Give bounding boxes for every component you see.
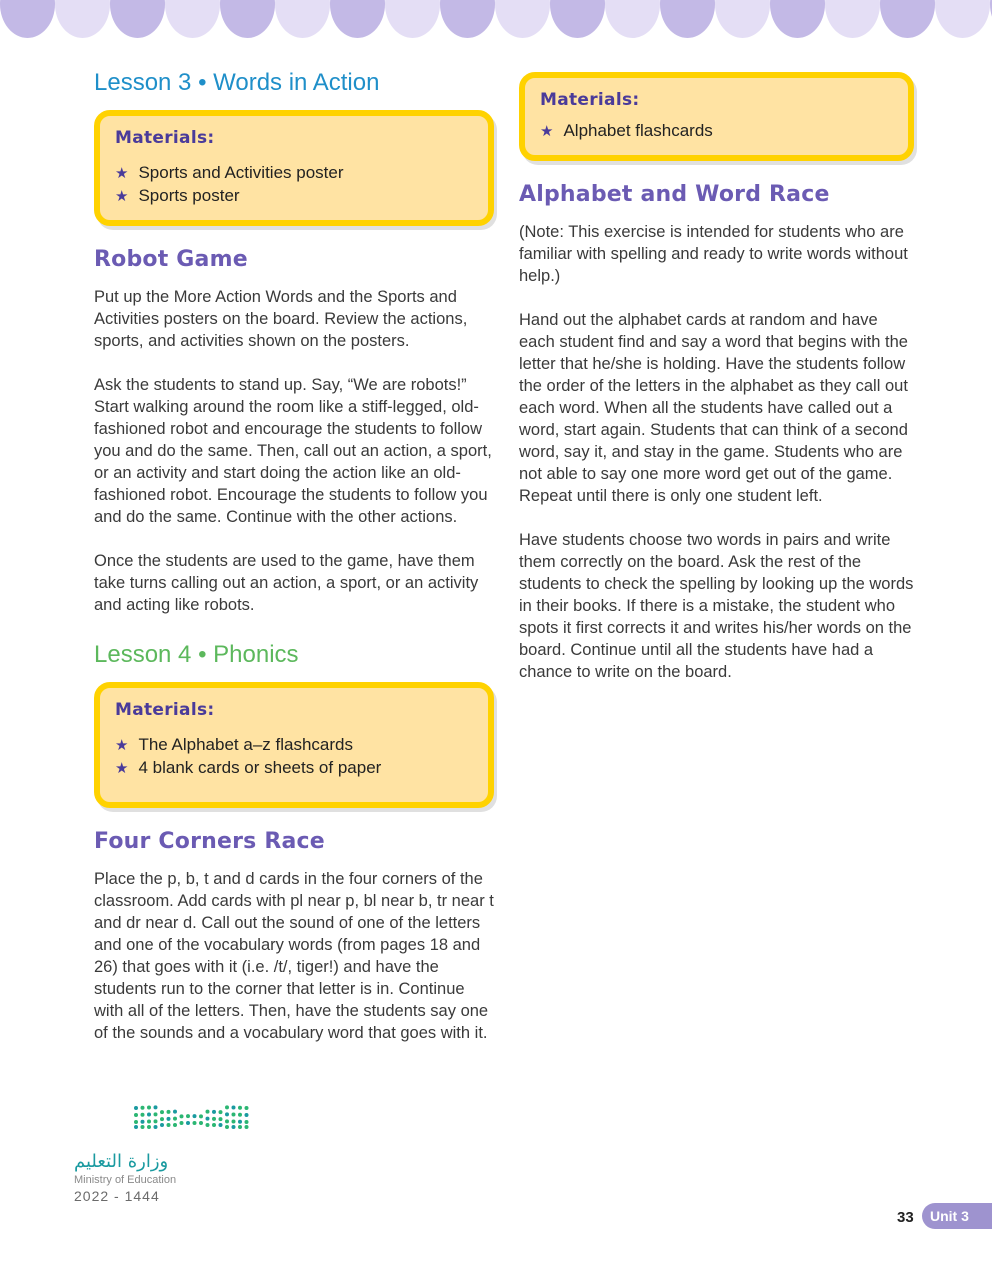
logo-dot bbox=[147, 1113, 151, 1117]
logo-dot bbox=[141, 1106, 145, 1110]
scallop-shape bbox=[220, 0, 275, 38]
logo-dot bbox=[232, 1125, 236, 1129]
materials-item bbox=[115, 757, 472, 780]
logo-dot bbox=[199, 1121, 203, 1125]
logo-dot bbox=[206, 1123, 210, 1127]
star-icon: ★ bbox=[540, 123, 554, 140]
logo-dot bbox=[147, 1120, 151, 1124]
logo-dot bbox=[238, 1120, 242, 1124]
materials-list bbox=[115, 734, 472, 780]
scallop-shape bbox=[55, 0, 110, 38]
logo-dot bbox=[212, 1123, 216, 1127]
logo-dot bbox=[147, 1125, 151, 1129]
logo-dot bbox=[193, 1114, 197, 1118]
logo-dot bbox=[219, 1123, 223, 1127]
logo-dot bbox=[154, 1112, 158, 1116]
scallop-shape bbox=[660, 0, 715, 38]
logo-dot bbox=[232, 1113, 236, 1117]
materials-list bbox=[540, 120, 892, 143]
logo-dot bbox=[225, 1112, 229, 1116]
materials-item-text: Sports and Activities poster bbox=[138, 163, 344, 182]
scallop-shape bbox=[275, 0, 330, 38]
materials-item bbox=[540, 120, 892, 143]
logo-dot bbox=[160, 1123, 164, 1127]
alphabet-race-paragraph: Hand out the alphabet cards at random and have each student find and say a word that begins with the letter that he/she is holding. Have the students follow the order of the letters in the alphabet as they call out each word. When all the students have called out a word, start again. Students that can think of a second word, say it, and stay in the game. Students who are not able to say one more word get out of the game. Repeat until there is only one student left. bbox=[519, 311, 908, 505]
star-icon: ★ bbox=[115, 165, 129, 182]
logo-dot bbox=[173, 1123, 177, 1127]
scallop-shape bbox=[440, 0, 495, 38]
logo-dot bbox=[167, 1117, 171, 1121]
robot-game-heading: Robot Game bbox=[94, 247, 248, 272]
materials-item bbox=[115, 185, 472, 208]
materials-title: Materials: bbox=[115, 128, 215, 148]
scallop-shape bbox=[880, 0, 935, 38]
scallop-shape bbox=[825, 0, 880, 38]
ministry-english-name: Ministry of Education bbox=[74, 1174, 177, 1186]
logo-dot bbox=[154, 1105, 158, 1109]
logo-dot bbox=[180, 1114, 184, 1118]
scallop-shape bbox=[0, 0, 55, 38]
logo-dot bbox=[134, 1120, 138, 1124]
logo-dot bbox=[238, 1113, 242, 1117]
logo-dot bbox=[173, 1110, 177, 1114]
logo-dot bbox=[180, 1121, 184, 1125]
alphabet-race-heading: Alphabet and Word Race bbox=[519, 182, 830, 207]
logo-dot bbox=[238, 1106, 242, 1110]
lesson-4-title: Lesson 4 • Phonics bbox=[94, 641, 299, 668]
logo-dot bbox=[134, 1113, 138, 1117]
logo-dot bbox=[245, 1106, 249, 1110]
logo-dot bbox=[186, 1121, 190, 1125]
logo-dot bbox=[232, 1120, 236, 1124]
scallop-shape bbox=[770, 0, 825, 38]
star-icon: ★ bbox=[115, 737, 129, 754]
ministry-arabic-name: وزارة التعليم bbox=[74, 1151, 169, 1172]
logo-dot bbox=[186, 1114, 190, 1118]
materials-title: Materials: bbox=[540, 90, 640, 110]
scallop-shape bbox=[110, 0, 165, 38]
scallop-shape bbox=[165, 0, 220, 38]
logo-dot bbox=[225, 1105, 229, 1109]
star-icon: ★ bbox=[115, 188, 129, 205]
scallop-shape bbox=[605, 0, 660, 38]
lesson-3-materials-box bbox=[94, 110, 494, 226]
materials-item-text: The Alphabet a–z flashcards bbox=[138, 735, 353, 754]
scallop-shape bbox=[385, 0, 440, 38]
logo-dot bbox=[212, 1117, 216, 1121]
logo-dot bbox=[212, 1110, 216, 1114]
logo-dot bbox=[173, 1117, 177, 1121]
robot-game-paragraph: Once the students are used to the game, have them take turns calling out an action, a sport, or an activity and acting like robots. bbox=[94, 552, 479, 614]
logo-dot bbox=[193, 1121, 197, 1125]
scallop-shape bbox=[550, 0, 605, 38]
scallop-shape bbox=[495, 0, 550, 38]
materials-item-text: Alphabet flashcards bbox=[563, 121, 713, 140]
lesson-3-title: Lesson 3 • Words in Action bbox=[94, 69, 380, 96]
materials-item bbox=[115, 162, 472, 185]
right-column bbox=[519, 72, 914, 705]
materials-item bbox=[115, 734, 472, 757]
logo-dot bbox=[219, 1110, 223, 1114]
logo-dot bbox=[160, 1110, 164, 1114]
scallop-shape bbox=[715, 0, 770, 38]
logo-dot bbox=[147, 1106, 151, 1110]
logo-dot bbox=[225, 1119, 229, 1123]
logo-dot bbox=[238, 1125, 242, 1129]
logo-dot bbox=[206, 1110, 210, 1114]
materials-title: Materials: bbox=[115, 700, 215, 720]
logo-dot bbox=[232, 1106, 236, 1110]
logo-dot bbox=[219, 1117, 223, 1121]
lesson-4-materials-box bbox=[94, 682, 494, 808]
logo-dot bbox=[245, 1125, 249, 1129]
robot-game-paragraph: Put up the More Action Words and the Sports and Activities posters on the board. Review the actions, sports, and activities shown on the posters. bbox=[94, 288, 468, 350]
materials-list bbox=[115, 162, 472, 208]
ministry-year: 2022 - 1444 bbox=[74, 1188, 160, 1204]
ministry-logo bbox=[74, 1100, 264, 1204]
logo-dot bbox=[134, 1106, 138, 1110]
alphabet-race-paragraph: (Note: This exercise is intended for students who are familiar with spelling and ready to write words without help.) bbox=[519, 223, 908, 285]
left-column bbox=[94, 68, 494, 1066]
scallop-shape bbox=[330, 0, 385, 38]
logo-dot bbox=[154, 1119, 158, 1123]
logo-dot bbox=[167, 1110, 171, 1114]
star-icon: ★ bbox=[115, 760, 129, 777]
logo-dot bbox=[160, 1117, 164, 1121]
ministry-logo-icon bbox=[74, 1100, 264, 1142]
logo-dot bbox=[245, 1120, 249, 1124]
logo-dot bbox=[225, 1125, 229, 1129]
unit-tab: Unit 3 bbox=[922, 1203, 992, 1229]
materials-item-text: Sports poster bbox=[138, 186, 240, 205]
logo-dot bbox=[141, 1120, 145, 1124]
logo-dot bbox=[199, 1114, 203, 1118]
materials-item-text: 4 blank cards or sheets of paper bbox=[138, 758, 382, 777]
four-corners-paragraph: Place the p, b, t and d cards in the four corners of the classroom. Add cards with pl near p, bl near b, tr near t and dr near d. Call out the sound of one of the letters and one of the vocabulary words (from pages 18 and 26) that goes with it (i.e. /t/, tiger!) and have the students run to the corner that letter is in. Continue with all of the letters. Then, have the students say one of the sounds and a vocabulary word that goes with it. bbox=[94, 870, 494, 1042]
logo-dot bbox=[245, 1113, 249, 1117]
logo-dot bbox=[154, 1125, 158, 1129]
logo-dot bbox=[206, 1117, 210, 1121]
logo-dot bbox=[167, 1123, 171, 1127]
robot-game-paragraph: Ask the students to stand up. Say, “We are robots!” Start walking around the room like a stiff-legged, old-fashioned robot and encourage the students to follow you and do the same. Then, call out an action, a sport, or an activity and start doing the action like an old-fashioned robot. Encourage the students to follow you and do the same. Continue with the other actions. bbox=[94, 376, 492, 526]
logo-dot bbox=[141, 1125, 145, 1129]
alphabet-race-paragraph: Have students choose two words in pairs and write them correctly on the board. Ask the rest of the students to check the spelling by looking up the words in their books. If there is a mistake, the student who spots it first corrects it and writes his/her words on the board. Continue until all the students have had a chance to write on the board. bbox=[519, 531, 914, 681]
scalloped-border bbox=[0, 0, 992, 40]
page-number: 33 bbox=[897, 1209, 914, 1226]
logo-dot bbox=[134, 1125, 138, 1129]
logo-dot bbox=[141, 1113, 145, 1117]
four-corners-heading: Four Corners Race bbox=[94, 829, 325, 854]
alphabet-materials-box bbox=[519, 72, 914, 161]
scallop-shape bbox=[935, 0, 990, 38]
